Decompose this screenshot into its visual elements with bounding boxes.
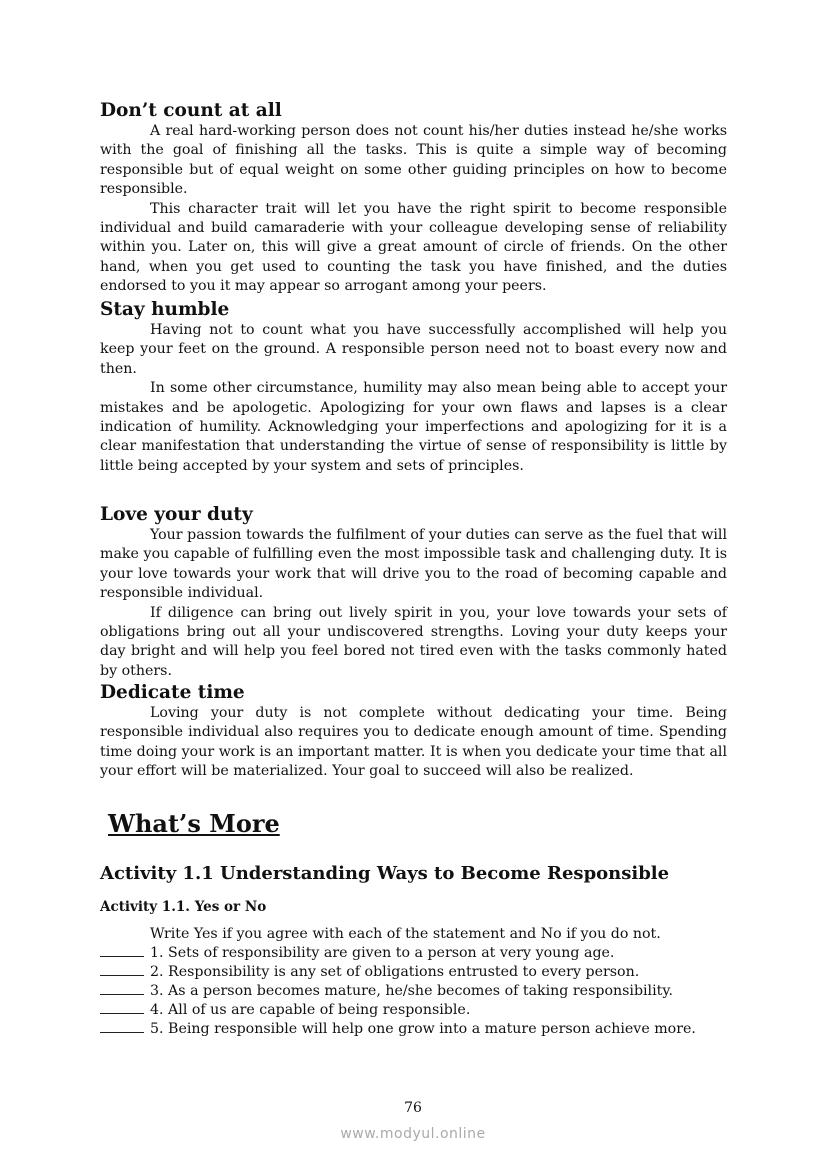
watermark: www.modyul.online [340, 1126, 486, 1142]
paragraph: If diligence can bring out lively spirit in you, your love towards your sets of obligations bring out all your undiscovered strengths. Loving your duty keeps your day bright and will help you feel bored not tired even with the tasks commonly hated by others. [100, 604, 727, 679]
section-heading: Dedicate time [100, 682, 245, 703]
section-love-your-duty [100, 504, 727, 681]
list-item: 2. Responsibility is any set of obligations entrusted to every person. [100, 962, 727, 981]
list-item: 4. All of us are capable of being responsible. [100, 1000, 727, 1019]
activity-subtitle: Activity 1.1. Yes or No [100, 899, 267, 915]
paragraph: This character trait will let you have the right spirit to become responsible individual and build camaraderie with your colleague developing sense of reliability within you. Later on, this will give a great amount of circle of friends. On the other hand, when you get used to counting the task you have finished, and the duties endorsed to you it may appear so arrogant among your peers. [100, 200, 727, 295]
paragraph: Having not to count what you have successfully accomplished will help you keep your feet on the ground. A responsible person need not to boast every now and then. [100, 322, 727, 377]
activity-section [100, 863, 727, 1038]
section-dont-count [100, 100, 727, 297]
answer-blank[interactable] [100, 1019, 144, 1033]
answer-blank[interactable] [100, 1000, 144, 1014]
paragraph: A real hard-working person does not count his/her duties instead he/she works with the goal of finishing all the tasks. This is quite a simple way of becoming responsible but of equal weight on some other guiding principles on how to become responsible. [100, 123, 727, 198]
section-stay-humble [100, 299, 727, 476]
list-item: 3. As a person becomes mature, he/she becomes of taking responsibility. [100, 981, 727, 1000]
answer-blank[interactable] [100, 962, 144, 976]
answer-blank[interactable] [100, 981, 144, 995]
page-number: 76 [404, 1100, 422, 1116]
section-dedicate-time [100, 682, 727, 782]
section-heading: Don’t count at all [100, 100, 282, 121]
section-heading: Stay humble [100, 299, 230, 320]
paragraph: In some other circumstance, humility may also mean being able to accept your mistakes and be apologetic. Apologizing for your own flaws and lapses is a clear indication of humility. Acknowledging your imperfections and apologizing for it is a clear manifestation that understanding the virtue of sense of responsibility is little by little being accepted by your system and sets of principles. [100, 380, 727, 474]
activity-title: Activity 1.1 Understanding Ways to Become Responsible [100, 863, 670, 884]
list-item: 5. Being responsible will help one grow into a mature person achieve more. [100, 1019, 727, 1038]
list-item: 1. Sets of responsibility are given to a person at very young age. [100, 943, 727, 962]
paragraph: Your passion towards the fulfilment of your duties can serve as the fuel that will make you capable of fulfilling even the most impossible task and challenging duty. It is your love towards your work that will drive you to the road of becoming capable and responsible individual. [100, 527, 727, 602]
activity-instruction: Write Yes if you agree with each of the statement and No if you do not. [150, 926, 661, 942]
whats-more-heading: What’s More [108, 809, 280, 838]
paragraph: Loving your duty is not complete without dedicating your time. Being responsible individual also requires you to dedicate enough amount of time. Spending time doing your work is an important matter. It is when you dedicate your time that all your effort will be materialized. Your goal to succeed will also be realized. [100, 705, 727, 780]
answer-blank[interactable] [100, 943, 144, 957]
section-heading: Love your duty [100, 504, 253, 525]
